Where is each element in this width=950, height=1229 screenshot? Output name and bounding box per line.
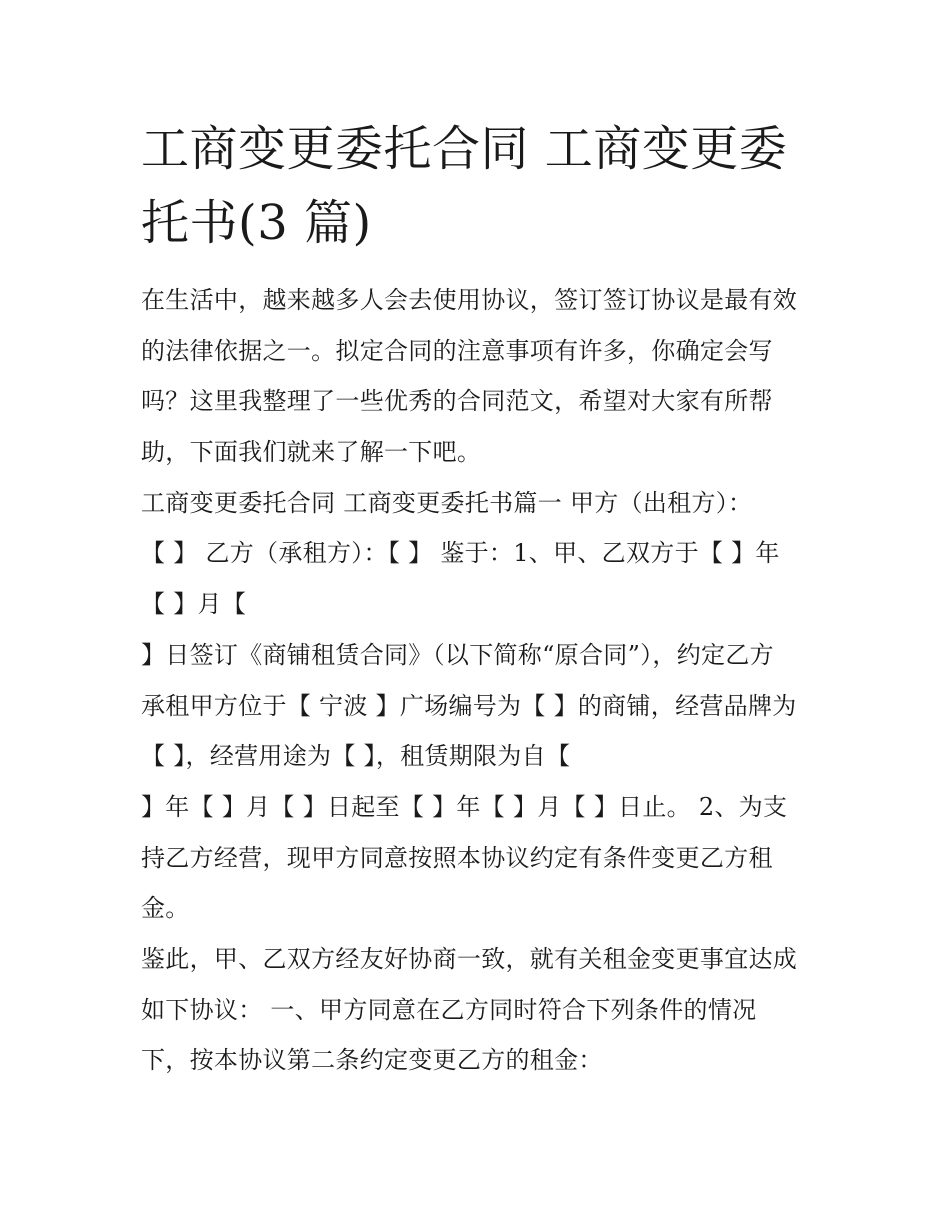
body-line: 的法律依据之一。拟定合同的注意事项有许多，你确定会写: [141, 336, 773, 365]
body-line: 【 】 乙方（承租方）：【 】 鉴于：1、甲、乙双方于【 】年: [141, 539, 780, 568]
body-line: 金。: [141, 894, 190, 923]
body-line: 】日签订《商铺租赁合同》（以下简称“原合同”），约定乙方: [141, 640, 774, 669]
body-line: 】年【 】月【 】日起至【 】年【 】月【 】日止。 2、为支: [141, 792, 788, 821]
body-line: 鉴此，甲、乙双方经友好协商一致，就有关租金变更事宜达成: [141, 944, 798, 973]
document-title: [141, 112, 821, 260]
title-line: 托书(3 篇): [141, 195, 372, 251]
body-line: 吗？这里我整理了一些优秀的合同范文，希望对大家有所帮: [141, 387, 773, 416]
body-line: 助，下面我们就来了解一下吧。: [141, 438, 482, 467]
body-line: 下，按本协议第二条约定变更乙方的租金：: [141, 1046, 603, 1075]
body-line: 如下协议： 一、甲方同意在乙方同时符合下列条件的情况: [141, 995, 757, 1024]
title-line: 工商变更委托合同 工商变更委: [141, 121, 788, 177]
body-line: 在生活中，越来越多人会去使用协议，签订签订协议是最有效: [141, 286, 798, 314]
body-line: 工商变更委托合同 工商变更委托书篇一 甲方（出租方）：: [141, 488, 753, 517]
body-line: 【 】，经营用途为【 】，租赁期限为自【: [141, 742, 571, 771]
document-body: [141, 275, 821, 1086]
body-line: 【 】月【: [141, 590, 247, 619]
body-line: 持乙方经营，现甲方同意按照本协议约定有条件变更乙方租: [141, 843, 773, 872]
body-line: 承租甲方位于【 宁波 】广场编号为【 】的商铺，经营品牌为: [141, 691, 797, 720]
